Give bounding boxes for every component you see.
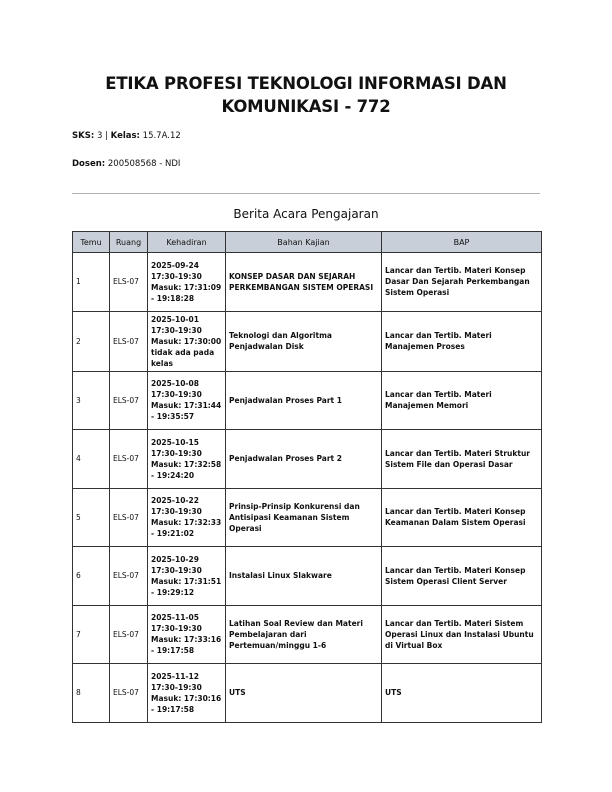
table-row [73,488,542,547]
cell-bahan-kajian: Penjadwalan Proses Part 2 [226,430,382,489]
cell-kehadiran: 2025-09-24 17:30-19:30 Masuk: 17:31:09 - 19:18:28 [148,253,226,312]
cell-temu: 7 [73,605,110,664]
course-meta [72,131,181,141]
table-row [73,253,542,312]
cell-ruang: ELS-07 [110,664,148,723]
cell-ruang: ELS-07 [110,547,148,606]
divider [72,193,540,194]
cell-ruang: ELS-07 [110,253,148,312]
cell-ruang: ELS-07 [110,605,148,664]
cell-kehadiran: 2025-10-29 17:30-19:30 Masuk: 17:31:51 - 19:29:12 [148,547,226,606]
cell-bap: Lancar dan Tertib. Materi Konsep Sistem Operasi Client Server [382,547,542,606]
cell-bahan-kajian: UTS [226,664,382,723]
cell-temu: 2 [73,311,110,371]
cell-bahan-kajian: Instalasi Linux Slakware [226,547,382,606]
cell-kehadiran: 2025-10-15 17:30-19:30 Masuk: 17:32:58 - 19:24:20 [148,430,226,489]
table-row [73,430,542,489]
table-row [73,371,542,430]
cell-bahan-kajian: Latihan Soal Review dan Materi Pembelajaran dari Pertemuan/minggu 1-6 [226,605,382,664]
cell-bahan-kajian: Prinsip-Prinsip Konkurensi dan Antisipasi Keamanan Sistem Operasi [226,488,382,547]
header-bap: BAP [382,232,542,253]
cell-kehadiran: 2025-10-08 17:30-19:30 Masuk: 17:31:44 - 19:35:57 [148,371,226,430]
section-title: Berita Acara Pengajaran [233,207,379,221]
cell-temu: 1 [73,253,110,312]
table-row [73,311,542,371]
cell-kehadiran: 2025-11-12 17:30-19:30 Masuk: 17:30:16 - 19:17:58 [148,664,226,723]
header-temu: Temu [73,232,110,253]
cell-bap: UTS [382,664,542,723]
cell-temu: 6 [73,547,110,606]
header-bahan-kajian: Bahan Kajian [226,232,382,253]
cell-ruang: ELS-07 [110,430,148,489]
cell-bahan-kajian: Penjadwalan Proses Part 1 [226,371,382,430]
sks-label: SKS: [72,131,95,141]
cell-kehadiran: 2025-11-05 17:30-19:30 Masuk: 17:33:16 - 19:17:58 [148,605,226,664]
kelas-value: 15.7A.12 [142,131,181,141]
cell-bap: Lancar dan Tertib. Materi Struktur Sistem File dan Operasi Dasar [382,430,542,489]
header-kehadiran: Kehadiran [148,232,226,253]
cell-temu: 4 [73,430,110,489]
cell-ruang: ELS-07 [110,488,148,547]
cell-temu: 8 [73,664,110,723]
cell-bap: Lancar dan Tertib. Materi Manajemen Memori [382,371,542,430]
cell-kehadiran: 2025-10-22 17:30-19:30 Masuk: 17:32:33 - 19:21:02 [148,488,226,547]
cell-bahan-kajian: KONSEP DASAR DAN SEJARAH PERKEMBANGAN SISTEM OPERASI [226,253,382,312]
table-row [73,547,542,606]
cell-bap: Lancar dan Tertib. Materi Konsep Keamanan Dalam Sistem Operasi [382,488,542,547]
course-title: ETIKA PROFESI TEKNOLOGI INFORMASI DAN KOMUNIKASI - 772 [105,74,507,116]
kelas-label: Kelas: [110,131,140,141]
cell-bap: Lancar dan Tertib. Materi Sistem Operasi Linux dan Instalasi Ubuntu di Virtual Box [382,605,542,664]
cell-bahan-kajian: Teknologi dan Algoritma Penjadwalan Disk [226,311,382,371]
header-ruang: Ruang [110,232,148,253]
table-header-row [73,232,542,253]
sks-value: 3 [96,131,103,141]
table-row [73,605,542,664]
cell-temu: 3 [73,371,110,430]
cell-kehadiran: 2025-10-01 17:30-19:30 Masuk: 17:30:00 tidak ada pada kelas [148,311,226,371]
cell-bap: Lancar dan Tertib. Materi Manajemen Proses [382,311,542,371]
lecturer-meta [72,159,180,169]
cell-ruang: ELS-07 [110,311,148,371]
dosen-value: 200508568 - NDI [107,159,181,169]
cell-ruang: ELS-07 [110,371,148,430]
dosen-label: Dosen: [72,159,106,169]
cell-temu: 5 [73,488,110,547]
table-row [73,664,542,723]
cell-bap: Lancar dan Tertib. Materi Konsep Dasar Dan Sejarah Perkembangan Sistem Operasi [382,253,542,312]
bap-table [72,231,542,723]
meta-separator: | [105,131,108,141]
